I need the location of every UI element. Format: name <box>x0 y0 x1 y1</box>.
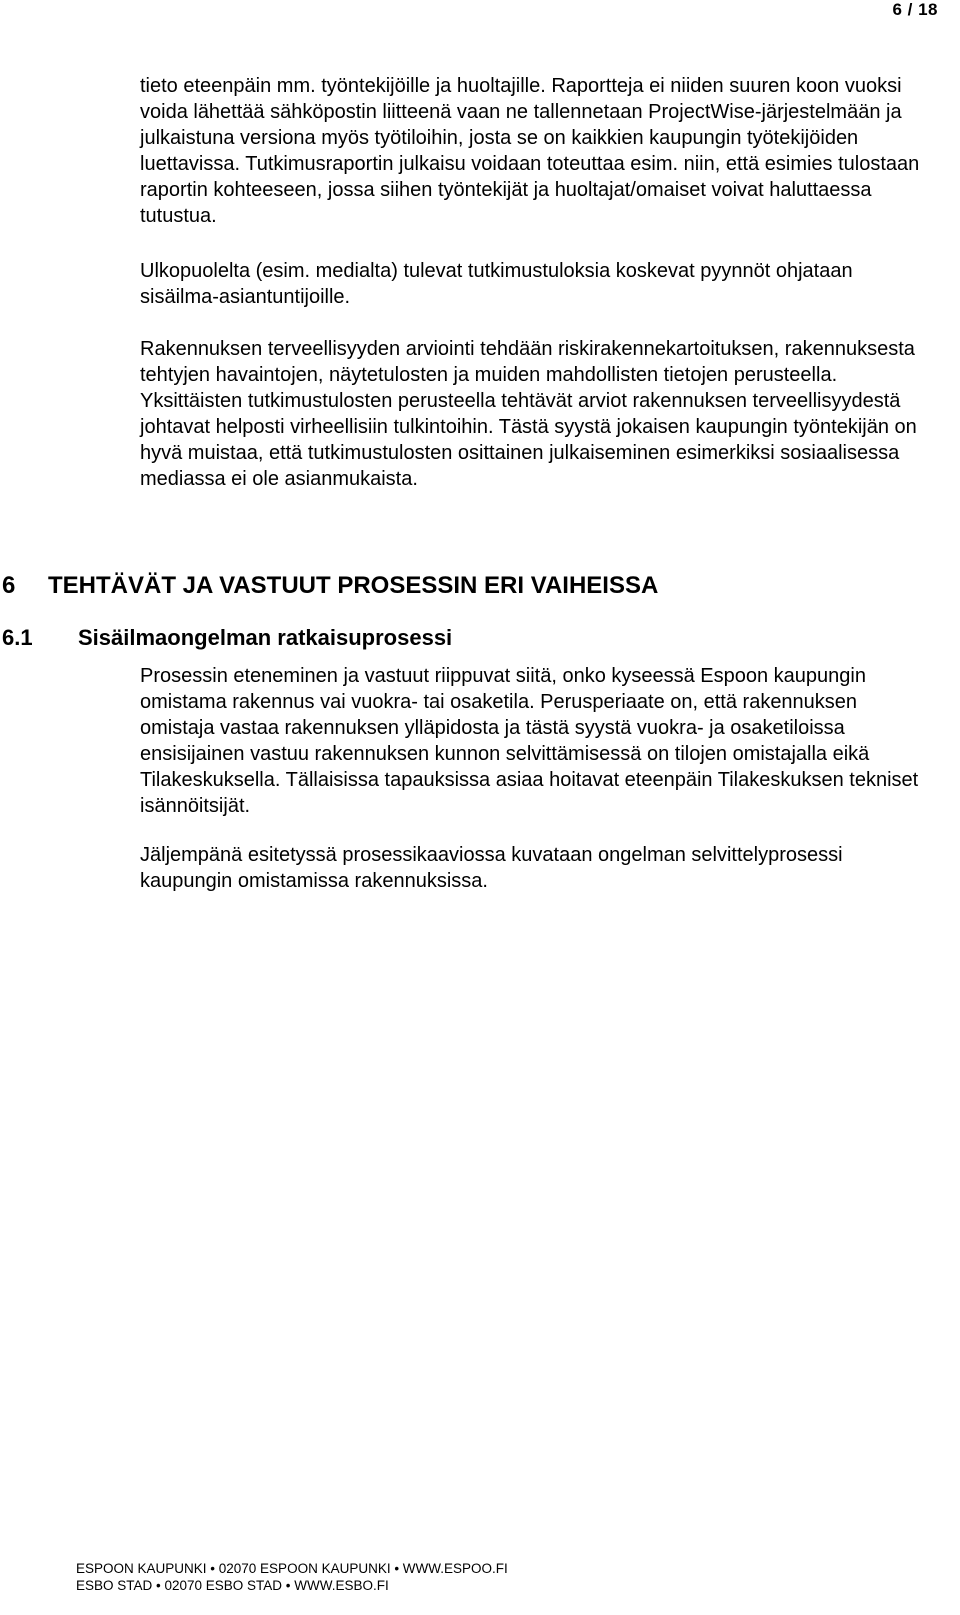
subsection-heading-6-1 <box>2 625 452 651</box>
paragraph-process-responsibilities: Prosessin eteneminen ja vastuut riippuvat siitä, onko kyseessä Espoon kaupungin omistama rakennus vai vuokra- tai osaketila. Perusperiaate on, että rakennuksen omistaja vastaa rakennuksen ylläpidosta ja tästä syystä vuokra- ja osaketiloissa ensisijainen vastuu rakennuksen kunnon selvittämisessä on tilojen omistajalla eikä Tilakeskuksella. Tällaisissa tapauksissa asiaa hoitavat eteenpäin Tilakeskuksen tekniset isännöitsijät. <box>140 665 919 817</box>
page-footer <box>76 1560 508 1594</box>
footer-line-finnish: ESPOON KAUPUNKI • 02070 ESPOON KAUPUNKI • WWW.ESPOO.FI <box>76 1561 508 1576</box>
page-number: 6 / 18 <box>892 0 938 19</box>
paragraph-process-diagram-intro: Jäljempänä esitetyssä prosessikaaviossa kuvataan ongelman selvittelyprosessi kaupungin omistamissa rakennuksissa. <box>140 844 843 892</box>
subsection-title: Sisäilmaongelman ratkaisuprosessi <box>78 625 453 650</box>
subsection-number: 6.1 <box>2 625 33 650</box>
section-title: TEHTÄVÄT JA VASTUUT PROSESSIN ERI VAIHEISSA <box>48 572 659 599</box>
paragraph-health-assessment: Rakennuksen terveellisyyden arviointi tehdään riskirakennekartoituksen, rakennuksesta tehtyjen havaintojen, näytetulosten ja muiden mahdollisten tietojen perusteella. Yksittäisten tutkimustulosten perusteella tehtävät arviot rakennuksen terveellisyydestä johtavat helposti virheellisiin tulkintoihin. Tästä syystä jokaisen kaupungin työntekijän on hyvä muistaa, että tutkimustulosten osittainen julkaiseminen esimerkiksi sosiaalisessa mediassa ei ole asianmukaista. <box>140 338 917 490</box>
footer-line-swedish: ESBO STAD • 02070 ESBO STAD • WWW.ESBO.FI <box>76 1578 389 1593</box>
paragraph-report-distribution: tieto eteenpäin mm. työntekijöille ja huoltajille. Raportteja ei niiden suuren koon vuoksi voida lähettää sähköpostin liitteenä vaan ne tallennetaan ProjectWise-järjestelmään ja julkaistuna versiona myös työtiloihin, josta se on kaikkien kaupungin työtekijöiden luettavissa. Tutkimusraportin julkaisu voidaan toteuttaa esim. niin, että esimies tulostaan raportin kohteeseen, jossa siihen työntekijät ja huoltajat/omaiset voivat haluttaessa tutustua. <box>140 75 920 227</box>
section-heading-6 <box>2 572 658 600</box>
paragraph-media-requests: Ulkopuolelta (esim. medialta) tulevat tutkimustuloksia koskevat pyynnöt ohjataan sisäilma-asiantuntijoille. <box>140 260 853 308</box>
section-number: 6 <box>2 572 16 599</box>
